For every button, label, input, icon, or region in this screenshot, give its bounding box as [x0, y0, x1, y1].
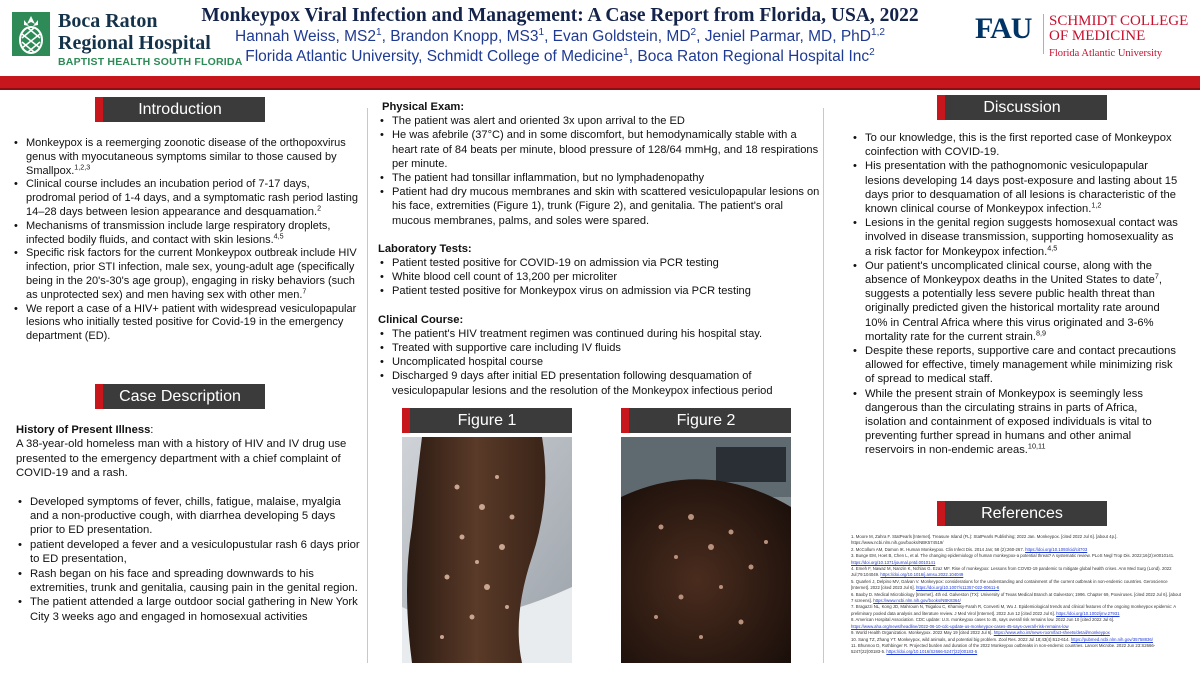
figure-1-label: Figure 1	[402, 408, 572, 433]
list-item: • The patient had tonsillar inflammation, but no lymphadenopathy	[378, 171, 820, 185]
introduction-section	[12, 137, 360, 344]
list-item: • Specific risk factors for the current Monkeypox outbreak include HIV infection, prior STI infection, male sex, young-adult age (specifically being in the 20's-30's age group), engaging in risky behaviors (such as unprotected sex) and men having sex with other men.$^7$	[12, 247, 360, 302]
reference-link[interactable]: https://www.ncbi.nlm.nih.gov/books/NBK8364/	[873, 598, 961, 604]
list-item: • While the present strain of Monkeypox is seemingly less dangerous than the circulating strains in parts of Africa, isolation and containment of exposed individuals is vital to preventing further spread in humans and other animal reservoirs in non-endemic areas.$^{10,11}$	[851, 387, 1181, 458]
reference-link[interactable]: https://doi.org/10.1016/S2666-5247(22)00183-5	[886, 649, 978, 655]
list-item: • White blood cell count of 13,200 per microliter	[378, 270, 820, 284]
list-item: • Our patient's uncomplicated clinical course, along with the absence of Monkeypox deaths in the United States to date$^7$, suggests a potentially less severe public health threat than originally predicted given the historical mortality rate around 10% in Central Africa where this virus originated and 3-6% mortality rate for the current strain.$^{8,9}$	[851, 259, 1181, 344]
reference-item: 4. Emeh F, Nawaz M, Nanzin K, Nchlas G. Ezaz MF. Rise of monkeypox: Lessons from COVID-19 pandemic to mitigate global health crises. Ann Med Surg (Lond). 2022 Jul;79:104049. https://doi.org/10.1016/j.amsu.2022.104049	[851, 566, 1172, 578]
list-item: • The patient attended a large outdoor social gathering in New York City 3 weeks ago and engaged in homosexual activities	[16, 595, 360, 624]
reference-link[interactable]: https://doi.org/10.1093/cid/cit703	[1025, 546, 1088, 552]
reference-link[interactable]: https://www.aha.org/news/headline/2022-06-10-cdc-update-us-monkeypox-cases-45-says-overall-risk-remains-low	[851, 623, 1069, 629]
fau-mark: FAU	[975, 12, 1032, 45]
list-item: • patient developed a fever and a vesiculopustular rash 6 days prior to ED presentation,	[16, 538, 360, 567]
reference-item: 3. Bunge EM, Hoet B, Chen L, et al. The changing epidemiology of human monkeypox-a potential threat? A systematic review. PLoS Negl Trop Dis. 2022;16(2):e0010141. https://doi.org/10.1371/journal.pntd.0010141	[851, 553, 1175, 565]
reference-link[interactable]: https://doi.org/10.1371/journal.pntd.0010141	[851, 559, 936, 565]
fau-schmidt-logo	[975, 12, 1195, 64]
header-dark-red-line	[0, 88, 1200, 90]
reference-item: 9. World Health Organization. Monkeypox. 2022 May 19 [cited 2022 Jul 6]. https://www.who.int/news-room/fact-sheets/detail/monkeypox	[851, 630, 1110, 636]
clinical-course-heading: Clinical Course:	[378, 313, 464, 326]
list-item: • To our knowledge, this is the first reported case of Monkeypox coinfection with COVID-19.	[851, 131, 1181, 159]
references-heading: References	[937, 501, 1107, 526]
discussion-list	[851, 131, 1181, 458]
reference-link[interactable]: https://doi.org/10.1007/s11357-022-00611-6	[915, 585, 1000, 591]
column-divider-left	[367, 108, 368, 663]
discussion-heading: Discussion	[937, 95, 1107, 120]
logo-divider	[1043, 14, 1044, 54]
discussion-section	[851, 131, 1181, 458]
affiliations-line: Florida Atlantic University, Schmidt College of Medicine$^1$, Boca Raton Regional Hospital Inc$^2$	[245, 46, 875, 65]
lab-tests-heading: Laboratory Tests:	[378, 242, 472, 255]
reference-item: 1. Moore M, Zahra F. StatPearls [Internet]. Treasure Island (FL): StatPearls Publishing; 2022 Jan. Monkeypox. [cited 2022 Jul 6]. [about 4p.]. https://www.ncbi.nlm.nih.gov/books/NBK574519/	[851, 534, 1118, 546]
list-item: • Patient tested positive for Monkeypox virus on admission via PCR testing	[378, 284, 820, 298]
list-item: • Patient had dry mucous membranes and skin with scattered vesiculopapular lesions on his face, extremities (Figure 1), trunk (Figure 2), and genitalia. The patient's oral mucous membranes, palms, and soles were spared.	[378, 185, 820, 228]
list-item: • Discharged 9 days after initial ED presentation following desquamation of vesiculopapular lesions and the resolution of the Monkeypox infectious period	[378, 369, 820, 397]
list-item: • Monkeypox is a reemerging zoonotic disease of the orthopoxvirus genus with myocutaneous symptoms similar to those caused by Smallpox.$^{1,2,3}$	[12, 137, 360, 178]
figure-2-photo	[621, 437, 791, 663]
introduction-list	[12, 137, 360, 344]
poster-header	[0, 0, 1200, 76]
list-item: • We report a case of a HIV+ patient with widespread vesiculopapular lesions who initially tested positive for Covid-19 in the emergency department (ED).	[12, 303, 360, 344]
college-name: SCHMIDT COLLEGE OF MEDICINE	[1049, 13, 1189, 44]
back-lesions-image	[621, 437, 791, 663]
hospital-subtitle: BAPTIST HEALTH SOUTH FLORIDA	[58, 56, 243, 68]
reference-item: 11. Bhunnoo D, Rothbinger R. Projected burden and duration of the 2022 Monkeypox outbreaks in non-endemic countries. Lancet Microbe. 2022 Jun 23:S2666-5247(22)00183-5. https://doi.org/10.1016/S2666-5247(22)00183-5	[851, 642, 1156, 655]
case-description-list	[16, 495, 360, 625]
column-divider-right	[823, 108, 824, 663]
hpi-text: A 38-year-old homeless man with a history of HIV and IV drug use presented to the emergency department with a chief complaint of COVID-19 and a rash.	[16, 438, 347, 480]
reference-item: 8. American Hospital Association. CDC update: U.S. monkeypox cases to 45, says overall risk remains low. 2022 Jun 10 [cited 2022 Jul 6]. https://www.aha.org/news/headline/2022-06-10-cdc-update-us-monkeypox-cases-45-says-overall-risk-remains-low	[851, 617, 1115, 629]
list-item: • His presentation with the pathognomonic vesiculopapular lesions developing 14 days post-exposure and lasting about 15 days prior to desquamation of all lesions is characteristic of the known clinical course of Monkeypox infection.$^{1,2}$	[851, 159, 1181, 216]
case-description-section	[16, 423, 360, 624]
reference-link[interactable]: https://www.who.int/news-room/fact-sheets/detail/monkeypox	[993, 630, 1110, 636]
physical-exam-list	[378, 114, 820, 228]
figure-1-photo	[402, 437, 572, 663]
reference-item: 5. Quarleri J, Delpino MV, Galvan V. Monkeypox: considerations for the understanding and containment of the current outbreak in non-endemic countries. Geroscience [Internet]. 2022 [cited 2023 Jul 6]. https://doi.org/10.1007/s11357-022-00611-6	[851, 578, 1168, 591]
list-item: • The patient was alert and oriented 3x upon arrival to the ED	[378, 114, 820, 128]
reference-link[interactable]: https://doi.org/10.1016/j.amsu.2022.104049	[880, 572, 964, 578]
list-item: • Clinical course includes an incubation period of 7-17 days, prodromal period of 1-4 days, and a symptomatic rash period lasting 14–28 days between lesion appearance and desquamation.$^2$	[12, 178, 360, 219]
list-item: • Treated with supportive care including IV fluids	[378, 341, 820, 355]
list-item: • Uncomplicated hospital course	[378, 355, 820, 369]
lab-tests-list	[378, 256, 820, 299]
reference-item: 2. McCollum AM, Damon IK. Human Monkeypox. Clin Infect Dis. 2014 Jan; 58 (2):260-267. https://doi.org/10.1093/cid/cit703	[851, 546, 1088, 552]
list-item: • He was afebrile (37°C) and in some discomfort, but hemodynamically stable with a heart rate of 84 beats per minute, blood pressure of 128/64 mmHg, and 18 respirations per minute.	[378, 128, 820, 171]
arm-lesions-image	[402, 437, 572, 663]
university-name: Florida Atlantic University	[1049, 48, 1163, 59]
case-description-heading: Case Description	[95, 384, 265, 409]
hpi-block: History of Present Illness:	[16, 424, 154, 436]
list-item: • Rash began on his face and spreading downwards to his extremities, trunk and genitalia, causing pain in the genital region.	[16, 567, 360, 596]
reference-link[interactable]: https://doi.org/10.1002/jmv.27931	[1056, 610, 1120, 616]
list-item: • Developed symptoms of fever, chills, fatigue, malaise, myalgia and a non-productive cough, with diarrhea developing 5 days prior to ED presentation.	[16, 495, 360, 538]
header-red-bar	[0, 76, 1200, 88]
clinical-findings-section	[378, 100, 820, 398]
hospital-name: Boca Raton Regional Hospital	[58, 10, 211, 54]
figure-2-label: Figure 2	[621, 408, 791, 433]
introduction-heading: Introduction	[95, 97, 265, 122]
reference-link[interactable]: https://pubmed.ncbi.nlm.nih.gov/35758836/	[1070, 636, 1154, 642]
pineapple-icon	[10, 10, 52, 58]
clinical-course-list	[378, 327, 820, 398]
list-item: • Mechanisms of transmission include large respiratory droplets, infected bodily fluids, and contact with skin lesions.$^{4,5}$	[12, 220, 360, 248]
list-item: • The patient's HIV treatment regimen was continued during his hospital stay.	[378, 327, 820, 341]
reference-item: 6. Baxby D. Medical Microbiology [Internet]. 4th ed. Galveston (TX): University of Texas Medical Branch at Galveston; 1996. Chapter 69, Poxviruses. [cited 2022 Jul 6]. [about 7 screens]. https://www.ncbi.nlm.nih.gov/books/NBK8364/	[851, 591, 1181, 604]
reference-item: 10. Sang TZ, Zhang YT. Monkeypox, wild animals, and potential big problem. Zool Res. 2022 Jul 18;43(4):612-614. https://pubmed.ncbi.nlm.nih.gov/35758836/	[851, 636, 1154, 642]
authors-line: Hannah Weiss, $MS2^1$, Brandon Knopp, $MS3^1$, Evan Goldstein, $MD^2$, Jeniel Parmar, MD, PhD$^{1,2}$	[235, 26, 885, 45]
poster-title: Monkeypox Viral Infection and Management: A Case Report from Florida, USA, 2022	[201, 5, 919, 26]
physical-exam-heading: Physical Exam:	[382, 101, 465, 113]
hpi-label: History of Present Illness	[16, 424, 151, 436]
references-list	[851, 534, 1183, 656]
reference-item: 7. Bragazzi NL, Kong JD, Mahroum N, Tsigalou C, Khamisy-Farah R, Converti M, Wu J. Epidemiological trends and clinical features of the ongoing monkeypox epidemic: A preliminary pooled data analysis and literature review. J Med Virol [Internet]. 2022 Jun 12 [cited 2022 Jul 6]. https://doi.org/10.1002/jmv.27931	[851, 604, 1176, 616]
list-item: • Patient tested positive for COVID-19 on admission via PCR testing	[378, 256, 820, 270]
list-item: • Despite these reports, supportive care and contact precautions allowed for effective, timely management while minimizing risk of spread to medical staff.	[851, 344, 1181, 387]
list-item: • Lesions in the genital region suggests homosexual contact was involved in disease transmission, supporting homosexuality as a risk factor for Monkeypox infection.$^{4,5}$	[851, 216, 1181, 259]
